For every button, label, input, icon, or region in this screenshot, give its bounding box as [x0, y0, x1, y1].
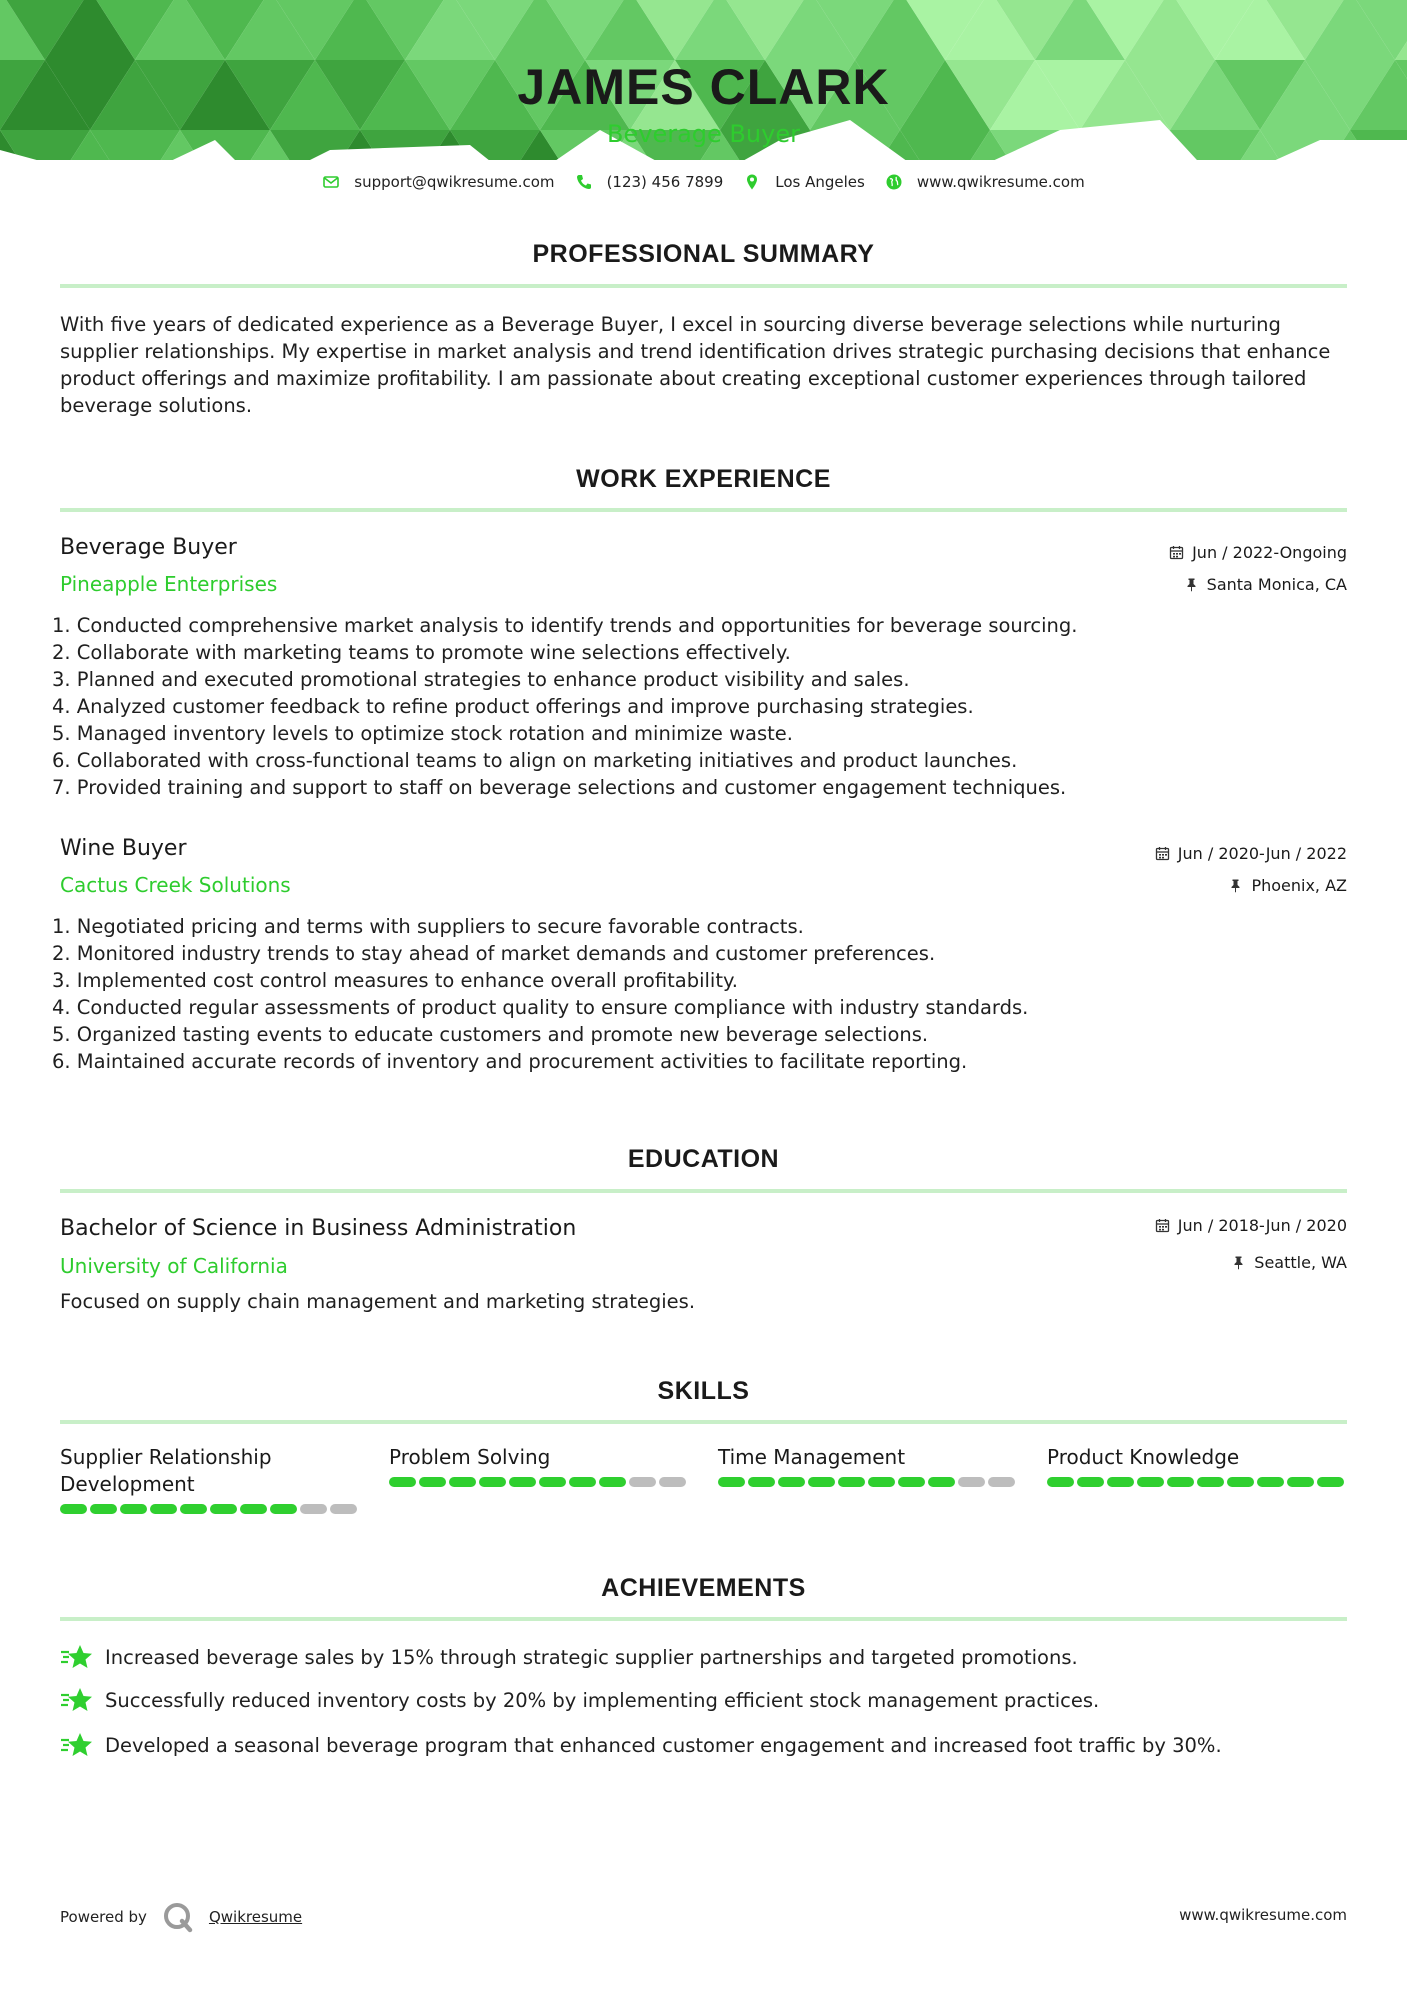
job-dates-text: Jun / 2022-Ongoing — [1192, 543, 1347, 562]
summary-divider — [60, 284, 1347, 288]
contact-email[interactable] — [322, 173, 554, 191]
skill-item — [718, 1444, 1018, 1514]
skill-name: Time Management — [718, 1445, 906, 1469]
job-entry-1 — [60, 535, 1347, 596]
job-role: Wine Buyer — [60, 836, 187, 861]
achievement-item — [60, 1643, 1347, 1671]
envelope-icon — [322, 173, 340, 191]
skill-level-segment — [509, 1477, 536, 1487]
job-dates — [1155, 844, 1347, 863]
calendar-icon — [1169, 545, 1184, 560]
skill-level-segment — [479, 1477, 506, 1487]
achievement-text: Increased beverage sales by 15% through strategic supplier partnerships and targeted promotions. — [105, 1645, 1078, 1669]
achievement-text: Successfully reduced inventory costs by 20% by implementing efficient stock management practices. — [105, 1688, 1100, 1712]
skill-level-segment — [1047, 1477, 1074, 1487]
skill-level-segment — [210, 1504, 237, 1514]
location-text: Los Angeles — [775, 173, 865, 191]
education-location — [1231, 1253, 1347, 1272]
job-location-text: Santa Monica, CA — [1206, 575, 1347, 594]
achievements-heading: ACHIEVEMENTS — [601, 1574, 806, 1602]
skill-level-bar — [60, 1504, 360, 1514]
contact-phone[interactable] — [575, 173, 724, 191]
achievement-item — [60, 1686, 1347, 1714]
skill-level-segment — [150, 1504, 177, 1514]
skill-level-bar — [389, 1477, 689, 1487]
footer-powered-by — [60, 1900, 302, 1934]
skills-grid — [60, 1444, 1347, 1514]
contact-bar — [0, 173, 1407, 191]
phone-icon — [575, 173, 593, 191]
footer-website[interactable]: www.qwikresume.com — [1179, 1906, 1347, 1924]
pushpin-icon — [1231, 1255, 1246, 1270]
skill-item — [1047, 1444, 1347, 1514]
qwikresume-logo-icon — [161, 1900, 195, 1934]
skill-item — [60, 1444, 360, 1514]
list-item: 1. Conducted comprehensive market analysis to identify trends and opportunities for beverage sourcing. — [52, 614, 1078, 637]
skill-level-segment — [120, 1504, 147, 1514]
skill-level-segment — [389, 1477, 416, 1487]
list-item: 3. Planned and executed promotional strategies to enhance product visibility and sales. — [52, 668, 910, 691]
star-icon — [60, 1686, 93, 1714]
job-location-text: Phoenix, AZ — [1251, 876, 1347, 895]
skill-level-segment — [928, 1477, 955, 1487]
list-item: 3. Implemented cost control measures to enhance overall profitability. — [52, 969, 738, 992]
candidate-name: JAMES CLARK — [517, 59, 890, 115]
achievement-text: Developed a seasonal beverage program that enhanced customer engagement and increased foot traffic by 30%. — [105, 1733, 1222, 1757]
experience-heading: WORK EXPERIENCE — [576, 465, 831, 493]
summary-text: With five years of dedicated experience as a Beverage Buyer, I excel in sourcing diverse beverage selections while nurturing supplier relationships. My expertise in market analysis and trend identification drives strategic purchasing decisions that enhance product offerings and maximize profitability. I am passionate about creating exceptional customer experiences through tailored beverage solutions. — [60, 313, 1331, 417]
skill-level-segment — [1287, 1477, 1314, 1487]
job-dates — [1169, 543, 1347, 562]
education-divider — [60, 1189, 1347, 1193]
skill-level-segment — [898, 1477, 925, 1487]
skill-level-segment — [808, 1477, 835, 1487]
phone-text: (123) 456 7899 — [606, 173, 724, 191]
website-text: www.qwikresume.com — [916, 173, 1085, 191]
job-location — [1184, 575, 1347, 594]
education-entry — [60, 1216, 1347, 1278]
skill-level-segment — [1197, 1477, 1224, 1487]
skill-level-segment — [180, 1504, 207, 1514]
skill-level-segment — [718, 1477, 745, 1487]
skill-name: Product Knowledge — [1047, 1445, 1240, 1469]
list-item: 5. Managed inventory levels to optimize stock rotation and minimize waste. — [52, 722, 793, 745]
calendar-icon — [1155, 846, 1170, 861]
skill-level-segment — [958, 1477, 985, 1487]
skill-level-segment — [629, 1477, 656, 1487]
skill-level-segment — [748, 1477, 775, 1487]
list-item: 6. Maintained accurate records of inventory and procurement activities to facilitate reporting. — [52, 1050, 968, 1073]
skill-level-segment — [569, 1477, 596, 1487]
summary-heading: PROFESSIONAL SUMMARY — [532, 240, 875, 268]
skill-level-segment — [240, 1504, 267, 1514]
skill-level-segment — [90, 1504, 117, 1514]
achievements-divider — [60, 1617, 1347, 1621]
email-text: support@qwikresume.com — [354, 173, 555, 191]
qwikresume-link[interactable]: Qwikresume — [208, 1908, 303, 1926]
skill-level-segment — [60, 1504, 87, 1514]
skill-level-segment — [988, 1477, 1015, 1487]
education-description: Focused on supply chain management and marketing strategies. — [60, 1290, 696, 1313]
job-company: Pineapple Enterprises — [60, 572, 278, 596]
job-company: Cactus Creek Solutions — [60, 873, 291, 897]
skill-level-segment — [449, 1477, 476, 1487]
list-item: 7. Provided training and support to staff on beverage selections and customer engagement techniques. — [52, 776, 1067, 799]
skill-level-segment — [868, 1477, 895, 1487]
star-icon — [60, 1643, 93, 1671]
list-item: 2. Collaborate with marketing teams to promote wine selections effectively. — [52, 641, 791, 664]
calendar-icon — [1155, 1218, 1170, 1233]
skills-divider — [60, 1420, 1347, 1424]
skill-level-segment — [1227, 1477, 1254, 1487]
skill-level-segment — [270, 1504, 297, 1514]
skill-level-segment — [419, 1477, 446, 1487]
education-dates-text: Jun / 2018-Jun / 2020 — [1177, 1216, 1347, 1235]
school-name: University of California — [60, 1254, 288, 1278]
skill-level-segment — [1257, 1477, 1284, 1487]
skill-level-segment — [778, 1477, 805, 1487]
skill-level-segment — [659, 1477, 686, 1487]
job-role: Beverage Buyer — [60, 535, 237, 560]
candidate-title: Beverage Buyer — [607, 120, 800, 148]
list-item: 4. Conducted regular assessments of product quality to ensure compliance with industry standards. — [52, 996, 1029, 1019]
list-item: 2. Monitored industry trends to stay ahead of market demands and customer preferences. — [52, 942, 936, 965]
job-location — [1228, 876, 1347, 895]
pushpin-icon — [1228, 878, 1243, 893]
skill-level-bar — [718, 1477, 1018, 1487]
job-entry-2 — [60, 836, 1347, 897]
achievement-item — [60, 1731, 1347, 1759]
skill-item — [389, 1444, 689, 1514]
education-location-text: Seattle, WA — [1254, 1253, 1347, 1272]
skill-level-segment — [599, 1477, 626, 1487]
map-pin-icon — [743, 173, 761, 191]
job-duties-1 — [52, 612, 1342, 801]
skill-name: Supplier Relationship Development — [60, 1445, 272, 1496]
education-dates — [1155, 1216, 1347, 1235]
globe-icon — [885, 173, 903, 191]
contact-location — [743, 173, 865, 191]
pushpin-icon — [1184, 577, 1199, 592]
skill-name: Problem Solving — [389, 1445, 551, 1469]
education-heading: EDUCATION — [627, 1145, 780, 1173]
skill-level-segment — [1167, 1477, 1194, 1487]
job-duties-2 — [52, 913, 1342, 1075]
skill-level-segment — [1077, 1477, 1104, 1487]
job-dates-text: Jun / 2020-Jun / 2022 — [1177, 844, 1347, 863]
skill-level-segment — [539, 1477, 566, 1487]
list-item: 1. Negotiated pricing and terms with suppliers to secure favorable contracts. — [52, 915, 804, 938]
powered-by-label: Powered by — [60, 1908, 147, 1926]
experience-divider — [60, 508, 1347, 512]
list-item: 4. Analyzed customer feedback to refine product offerings and improve purchasing strategies. — [52, 695, 974, 718]
skill-level-segment — [1137, 1477, 1164, 1487]
degree-name: Bachelor of Science in Business Administration — [60, 1216, 577, 1241]
skill-level-bar — [1047, 1477, 1347, 1487]
skill-level-segment — [1317, 1477, 1344, 1487]
skills-heading: SKILLS — [657, 1377, 750, 1405]
list-item: 5. Organized tasting events to educate customers and promote new beverage selections. — [52, 1023, 929, 1046]
contact-website[interactable] — [885, 173, 1085, 191]
skill-level-segment — [838, 1477, 865, 1487]
skill-level-segment — [300, 1504, 327, 1514]
skill-level-segment — [1107, 1477, 1134, 1487]
star-icon — [60, 1731, 93, 1759]
skill-level-segment — [330, 1504, 357, 1514]
list-item: 6. Collaborated with cross-functional teams to align on marketing initiatives and product launches. — [52, 749, 1018, 772]
